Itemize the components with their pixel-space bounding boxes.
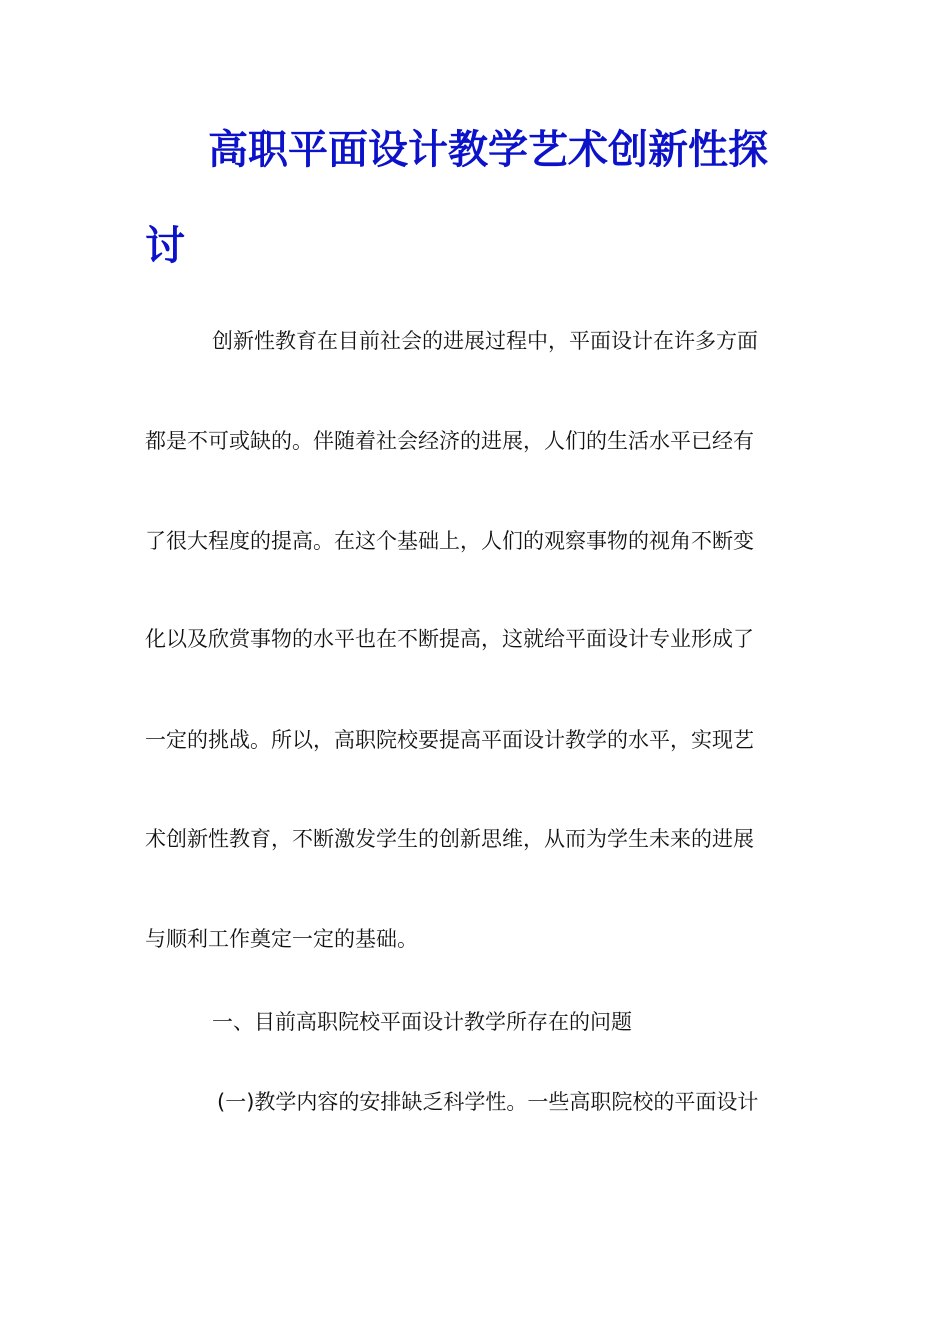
document-title-line-2: 讨 — [145, 222, 185, 269]
section-heading: 一、目前高职院校平面设计教学所存在的问题 — [212, 1010, 632, 1034]
paragraph-line: 与顺利工作奠定一定的基础。 — [145, 927, 418, 951]
paragraph-line: 了很大程度的提高。在这个基础上，人们的观察事物的视角不断变 — [145, 529, 754, 553]
paragraph-line: 一定的挑战。所以，高职院校要提高平面设计教学的水平，实现艺 — [145, 728, 754, 752]
paragraph-line: 创新性教育在目前社会的进展过程中，平面设计在许多方面 — [212, 329, 758, 353]
subsection-line: (一)教学内容的安排缺乏科学性。一些高职院校的平面设计 — [217, 1090, 759, 1114]
paragraph-line: 都是不可或缺的。伴随着社会经济的进展，人们的生活水平已经有 — [145, 429, 754, 453]
paragraph-line: 化以及欣赏事物的水平也在不断提高，这就给平面设计专业形成了 — [145, 627, 754, 651]
paragraph-line: 术创新性教育，不断激发学生的创新思维，从而为学生未来的进展 — [145, 827, 754, 851]
document-title-line-1: 高职平面设计教学艺术创新性探 — [208, 126, 768, 173]
